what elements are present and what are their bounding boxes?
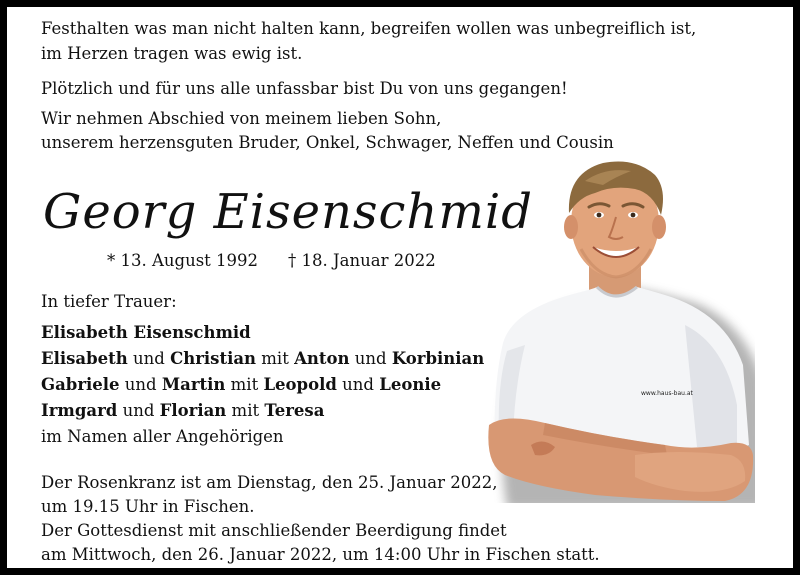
service-line-3: Der Gottesdienst mit anschließender Beerdigung findet: [41, 521, 507, 540]
farewell-line-2: unserem herzensguten Bruder, Onkel, Schwager, Neffen und Cousin: [41, 133, 614, 152]
portrait-photo: [485, 155, 755, 503]
conjunction: und: [349, 349, 392, 368]
shirt-print: www.haus-bau.at: [641, 390, 693, 397]
service-line-1: Der Rosenkranz ist am Dienstag, den 25. Januar 2022,: [41, 473, 498, 492]
mourner-name: Elisabeth: [41, 349, 128, 368]
verse-line-1: Festhalten was man nicht halten kann, begreifen wollen was unbegreiflich ist,: [41, 19, 697, 38]
death-date: † 18. Januar 2022: [288, 251, 436, 270]
service-line-4: am Mittwoch, den 26. Januar 2022, um 14:00 Uhr in Fischen statt.: [41, 545, 600, 564]
deceased-name: Georg Eisenschmid: [43, 184, 533, 240]
farewell-line-1: Wir nehmen Abschied von meinem lieben Sohn,: [41, 109, 442, 128]
verse-line-2: im Herzen tragen was ewig ist.: [41, 44, 303, 63]
birth-date: * 13. August 1992: [107, 251, 259, 270]
mourner-name: Teresa: [264, 401, 325, 420]
conjunction: und: [119, 375, 162, 394]
mourner-name: Leonie: [379, 375, 442, 394]
service-line-2: um 19.15 Uhr in Fischen.: [41, 497, 255, 516]
mourner-line-3: [41, 373, 441, 397]
mourning-label: In tiefer Trauer:: [41, 292, 177, 311]
conjunction: und: [127, 349, 171, 368]
conjunction: mit: [225, 375, 264, 394]
conjunction: und: [336, 375, 380, 394]
mourner-name: Elisabeth Eisenschmid: [41, 323, 251, 342]
mourner-name: Christian: [170, 349, 257, 368]
mourner-line-1: [41, 321, 251, 345]
mourners-closing: im Namen aller Angehörigen: [41, 427, 284, 446]
mourner-name: Gabriele: [41, 375, 120, 394]
mourner-name: Leopold: [263, 375, 337, 394]
mourner-name: Florian: [159, 401, 227, 420]
mourner-name: Korbinian: [391, 349, 485, 368]
mourner-line-4: [41, 399, 324, 423]
conjunction: mit: [226, 401, 265, 420]
conjunction: mit: [256, 349, 295, 368]
mourner-line-2: [41, 347, 484, 371]
mourner-name: Martin: [161, 375, 226, 394]
mourner-name: Irmgard: [41, 401, 118, 420]
conjunction: und: [117, 401, 160, 420]
intro-text: Plötzlich und für uns alle unfassbar bist Du von uns gegangen!: [41, 79, 568, 98]
life-dates: [107, 249, 436, 273]
mourner-name: Anton: [294, 349, 350, 368]
